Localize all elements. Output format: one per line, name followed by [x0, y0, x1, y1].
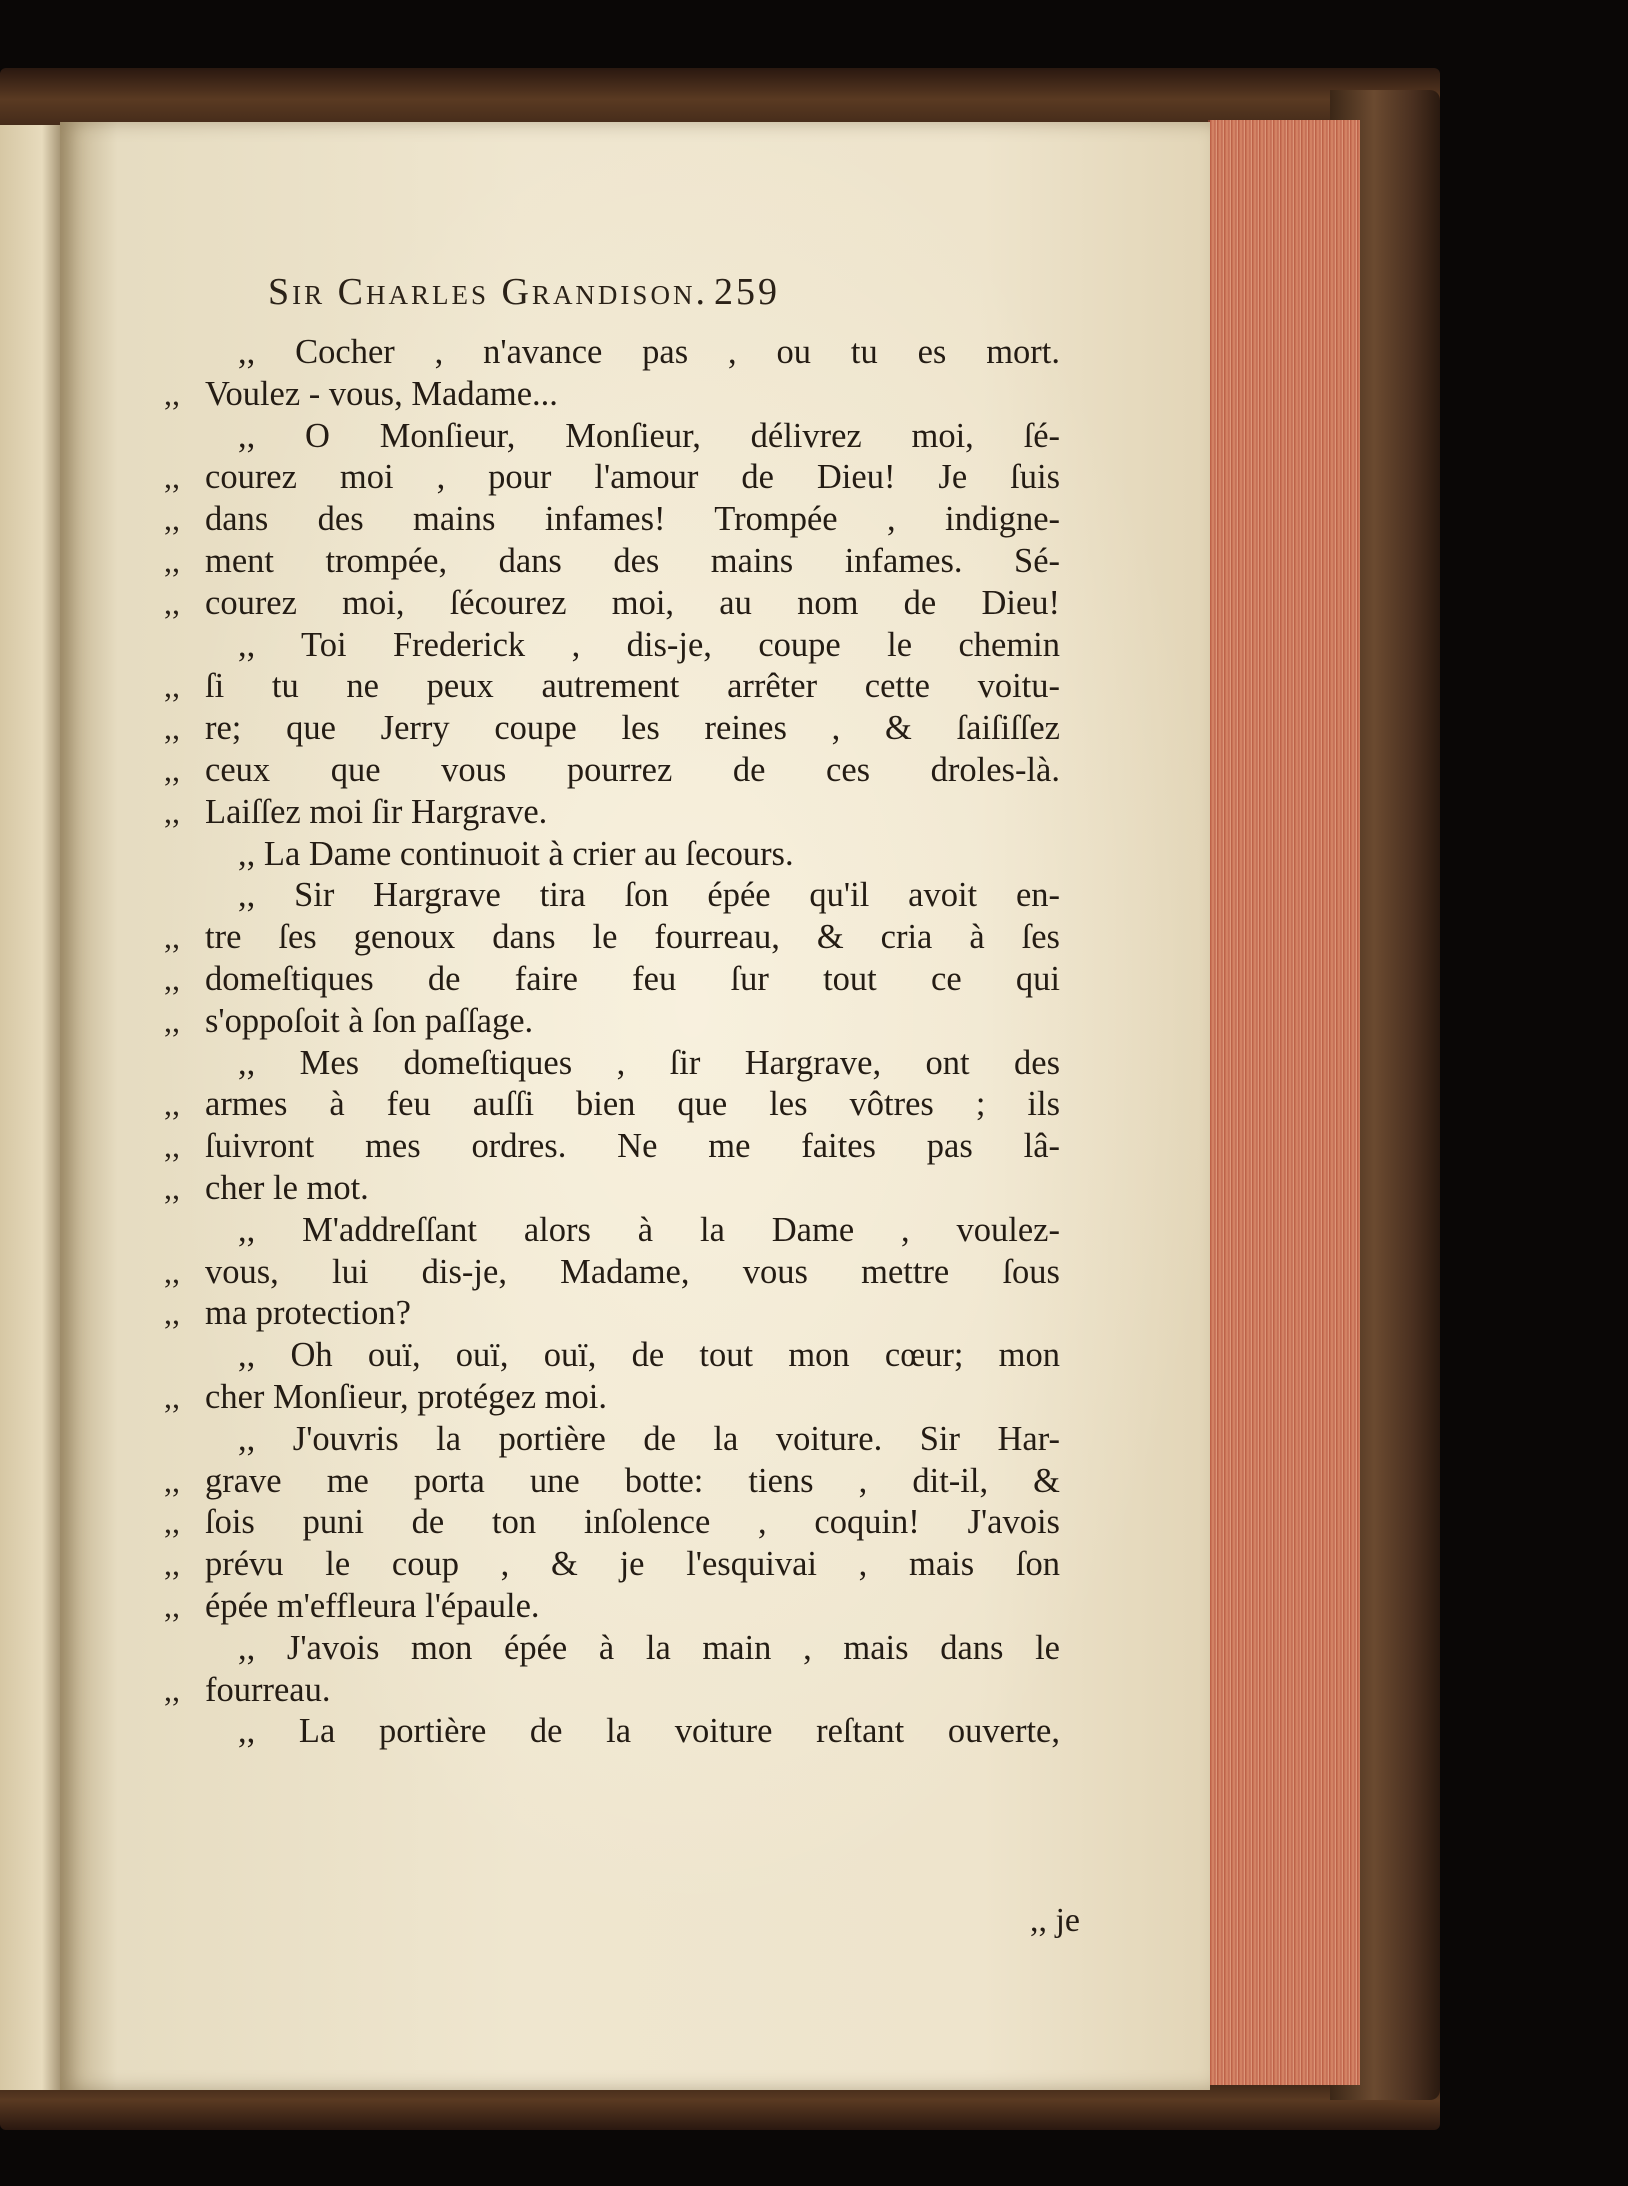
line-text: s'oppoſoit à ſon paſſage. [205, 1001, 534, 1040]
line-text: dans des mains infames! Trompée , indigne- [205, 500, 1060, 539]
text-line [60, 1377, 1210, 1419]
line-text: domeſtiques de faire feu ſur tout ce qui [205, 959, 1060, 998]
line-text: ,, La portière de la voiture reſtant ouverte, [238, 1712, 1060, 1751]
quote-marker: ,, [164, 1671, 180, 1708]
line-text: ma protection? [205, 1294, 411, 1333]
text-line [60, 541, 1210, 583]
quote-marker: ,, [164, 793, 180, 830]
line-text: ,, O Monſieur, Monſieur, délivrez moi, ſé- [238, 416, 1060, 455]
quote-marker: ,, [164, 1253, 180, 1290]
text-line [60, 1252, 1210, 1294]
line-text: cher Monſieur, protégez moi. [205, 1377, 607, 1416]
quote-marker: ,, [164, 459, 180, 496]
text-line [60, 1711, 1210, 1753]
line-text: Voulez - vous, Madame... [205, 374, 558, 413]
line-text: ,, M'addreſſant alors à la Dame , voulez- [238, 1210, 1060, 1249]
line-text: ,, Toi Frederick , dis-je, coupe le chemin [238, 625, 1060, 664]
page-edges [1208, 120, 1360, 2085]
line-text: fourreau. [205, 1670, 331, 1709]
quote-marker: ,, [164, 375, 180, 412]
quote-marker: ,, [164, 668, 180, 705]
running-header [268, 270, 1068, 330]
line-text: vous, lui dis-je, Madame, vous mettre ſous [205, 1252, 1060, 1291]
line-text: ſois puni de ton inſolence , coquin! J'avois [205, 1503, 1060, 1542]
text-line [60, 1084, 1210, 1126]
quote-marker: ,, [164, 1462, 180, 1499]
line-text: ſi tu ne peux autrement arrêter cette voitu- [205, 667, 1060, 706]
text-line [60, 416, 1210, 458]
line-text: grave me porta une botte: tiens , dit-il, & [205, 1461, 1060, 1500]
text-line [60, 1670, 1210, 1712]
line-text: Laiſſez moi ſir Hargrave. [205, 792, 548, 831]
text-line [60, 750, 1210, 792]
quote-marker: ,, [164, 1128, 180, 1165]
line-text: ,, J'ouvris la portière de la voiture. Sir Har- [238, 1419, 1060, 1458]
line-text: armes à feu auſſi bien que les vôtres ; ils [205, 1085, 1060, 1124]
line-text: ,, La Dame continuoit à crier au ſecours. [238, 834, 794, 873]
text-line [60, 1126, 1210, 1168]
text-line [60, 1544, 1210, 1586]
line-text: ment trompée, dans des mains infames. Sé- [205, 541, 1060, 580]
quote-marker: ,, [164, 1587, 180, 1624]
line-text: ,, Mes domeſtiques , ſir Hargrave, ont des [238, 1043, 1060, 1082]
text-line [60, 499, 1210, 541]
text-line [60, 374, 1210, 416]
text-line [60, 332, 1210, 374]
line-text: courez moi , pour l'amour de Dieu! Je ſuis [205, 458, 1060, 497]
text-line [60, 1001, 1210, 1043]
text-line [60, 457, 1210, 499]
quote-marker: ,, [164, 1169, 180, 1206]
line-text: re; que Jerry coupe les reines , & ſaiſiſſez [205, 709, 1060, 748]
line-text: courez moi, ſécourez moi, au nom de Dieu! [205, 583, 1060, 622]
quote-marker: ,, [164, 542, 180, 579]
line-text: cher le mot. [205, 1168, 369, 1207]
text-line [60, 666, 1210, 708]
text-line [60, 917, 1210, 959]
line-text: ceux que vous pourrez de ces droles-là. [205, 750, 1060, 789]
quote-marker: ,, [164, 501, 180, 538]
quote-marker: ,, [164, 1504, 180, 1541]
quote-marker: ,, [164, 1002, 180, 1039]
text-line [60, 1419, 1210, 1461]
text-line [60, 1586, 1210, 1628]
quote-marker: ,, [164, 1546, 180, 1583]
text-line [60, 834, 1210, 876]
quote-marker: ,, [164, 751, 180, 788]
text-line [60, 1335, 1210, 1377]
text-line [60, 625, 1210, 667]
text-line [60, 1043, 1210, 1085]
line-text: ,, Sir Hargrave tira ſon épée qu'il avoit en- [238, 876, 1060, 915]
line-text: ,, J'avois mon épée à la main , mais dans le [238, 1628, 1060, 1667]
quote-marker: ,, [164, 1295, 180, 1332]
line-text: ſuivront mes ordres. Ne me faites pas lâ- [205, 1127, 1060, 1166]
text-line [60, 583, 1210, 625]
text-line [60, 1210, 1210, 1252]
quote-marker: ,, [164, 1378, 180, 1415]
line-text: ,, Cocher , n'avance pas , ou tu es mort. [238, 333, 1060, 371]
book-page [60, 122, 1210, 2090]
line-text: tre ſes genoux dans le fourreau, & cria à ſes [205, 918, 1060, 957]
quote-marker: ,, [164, 919, 180, 956]
text-line [60, 792, 1210, 834]
text-line [60, 708, 1210, 750]
page-number: 259 [713, 271, 780, 313]
text-line [60, 1628, 1210, 1670]
text-line [60, 1502, 1210, 1544]
text-block [60, 332, 1210, 1753]
quote-marker: ,, [164, 1086, 180, 1123]
line-text: épée m'effleura l'épaule. [205, 1586, 540, 1625]
text-line [60, 1168, 1210, 1210]
text-line [60, 1293, 1210, 1335]
text-line [60, 959, 1210, 1001]
page-text [60, 122, 1210, 2090]
line-text: ,, Oh ouï, ouï, ouï, de tout mon cœur; mon [238, 1336, 1060, 1375]
catchword: ,, je [1029, 1902, 1080, 1939]
line-text: prévu le coup , & je l'esquivai , mais ſon [205, 1545, 1060, 1584]
text-line [60, 875, 1210, 917]
text-line [60, 1461, 1210, 1503]
quote-marker: ,, [164, 584, 180, 621]
quote-marker: ,, [164, 710, 180, 747]
running-title: Sir Charles Grandison. [268, 271, 708, 313]
facing-page-sliver [0, 125, 60, 2090]
quote-marker: ,, [164, 960, 180, 997]
